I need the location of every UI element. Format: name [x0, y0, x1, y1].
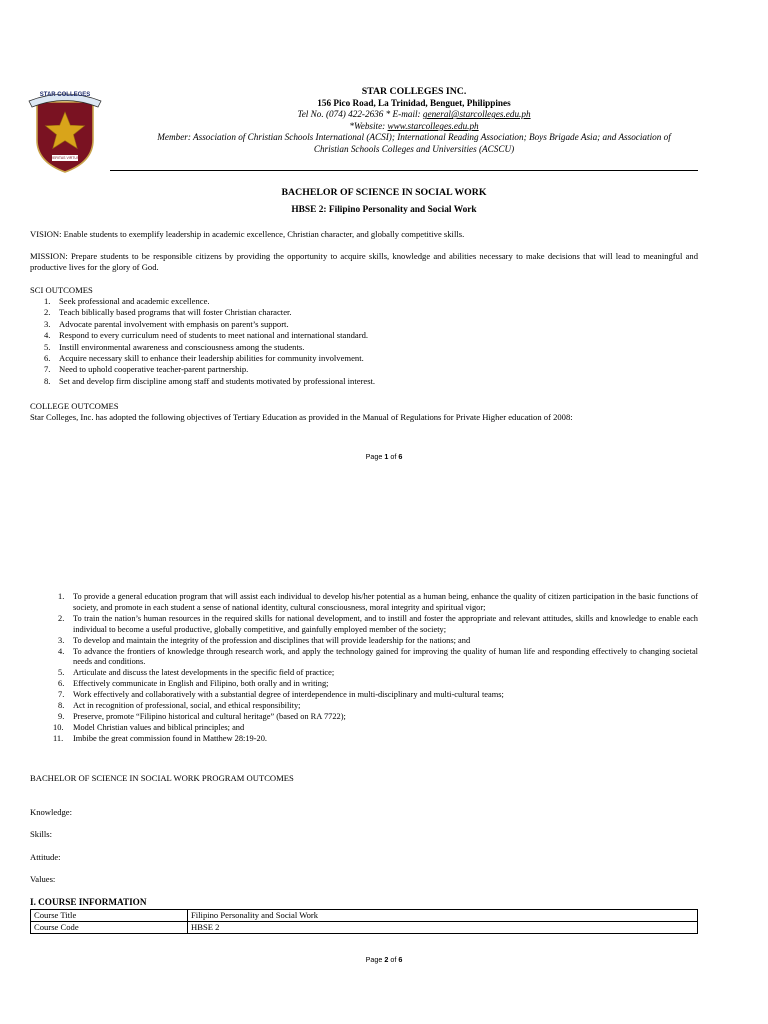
- item-number: 1.: [44, 296, 51, 306]
- website-prefix: *Website:: [349, 120, 388, 131]
- list-item: [30, 296, 375, 307]
- list-item: [30, 723, 698, 734]
- page-middle: of: [388, 955, 399, 964]
- page-prefix: Page: [365, 452, 385, 461]
- mission-statement: MISSION: Prepare students to be responsible citizens by providing the opportunity to acquire skills, knowledge and abilities necessary to make decisions that will lead to meaningful and productive lives for the glory of God.: [30, 251, 698, 273]
- item-number: 8.: [44, 375, 51, 386]
- college-outcomes-intro: Star Colleges, Inc. has adopted the following objectives of Tertiary Education as provided in the Manual of Regulations for Private Higher education of 2008:: [30, 412, 573, 422]
- list-item: [30, 734, 698, 745]
- list-item: [30, 376, 375, 387]
- list-item: [30, 592, 698, 614]
- item-number: 11.: [53, 733, 64, 743]
- vision-statement: VISION: Enable students to exemplify leadership in academic excellence, Christian character, and globally competitive skills.: [30, 229, 465, 239]
- skills-label: Skills:: [30, 829, 52, 839]
- item-number: 6.: [44, 353, 51, 364]
- tertiary-objectives-list: [30, 592, 698, 745]
- item-number: 2.: [44, 307, 51, 318]
- item-text: Preserve, promote “Filipino historical and cultural heritage” (based on RA 7722);: [73, 711, 346, 721]
- page-prefix: Page: [365, 955, 385, 964]
- item-number: 3.: [58, 635, 65, 645]
- page-middle: of: [388, 452, 399, 461]
- item-text: Imbibe the great commission found in Matthew 28:19-20.: [73, 733, 267, 743]
- org-name: STAR COLLEGES INC.: [361, 86, 467, 97]
- sci-outcomes-list: [30, 296, 375, 387]
- list-item: [30, 330, 375, 341]
- page-current: 1: [384, 452, 389, 461]
- values-label: Values:: [30, 874, 56, 884]
- list-item: [30, 679, 698, 690]
- item-text: To provide a general education program that will assist each individual to develop his/her potential as a human being, enhance the quality of citizen participation in the basic functions of society, and promote in each student a sense of national identity, cultural consciousness, moral integrity and spiritual vigor;: [73, 592, 698, 612]
- list-item: [30, 636, 698, 647]
- tel-text: Tel No. (074) 422-2636 * E-mail:: [297, 109, 423, 120]
- list-item: [30, 319, 375, 330]
- item-text: Work effectively and collaboratively with a substantial degree of interdependence in multi-disciplinary and multi-cultural teams;: [73, 690, 504, 700]
- college-outcomes-heading: COLLEGE OUTCOMES: [30, 401, 119, 411]
- list-item: [30, 307, 375, 318]
- program-outcomes-heading: BACHELOR OF SCIENCE IN SOCIAL WORK PROGRAM OUTCOMES: [30, 773, 294, 783]
- membership-line-2: Christian Schools Colleges and Universities (ACSCU): [313, 143, 515, 154]
- item-number: 5.: [58, 668, 65, 678]
- list-item: [30, 647, 698, 669]
- table-row: [31, 922, 698, 934]
- program-title: BACHELOR OF SCIENCE IN SOCIAL WORK: [281, 187, 487, 198]
- course-info-table: [30, 909, 698, 934]
- item-text: Articulate and discuss the latest developments in the specific field of practice;: [73, 668, 335, 678]
- list-item: [30, 668, 698, 679]
- list-item: [30, 353, 375, 364]
- item-text: Instill environmental awareness and consciousness among the students.: [59, 341, 305, 352]
- list-item: [30, 690, 698, 701]
- list-item: [30, 712, 698, 723]
- item-text: Seek professional and academic excellence.: [59, 296, 210, 306]
- logo-motto: VERITAS VIRTUS: [50, 156, 80, 160]
- list-item: [30, 364, 375, 375]
- attitude-label: Attitude:: [30, 852, 61, 862]
- sci-outcomes-heading: SCI OUTCOMES: [30, 285, 93, 295]
- website-line: [110, 121, 718, 133]
- header-divider: [110, 170, 698, 171]
- item-text: Respond to every curriculum need of students to meet national and international standard.: [59, 330, 369, 341]
- knowledge-label: Knowledge:: [30, 807, 73, 817]
- item-number: 10.: [53, 722, 64, 732]
- course-title-label: Course Title: [31, 910, 188, 922]
- item-text: To train the nation’s human resources in the required skills for national development, and to instill and foster the appropriate and relevant attitudes, skills and knowledge to enable each individual to become a useful productive, globally competitive, and gainfully employed member of the society;: [73, 613, 698, 634]
- course-info-heading: I. COURSE INFORMATION: [30, 897, 147, 907]
- website-link[interactable]: www.starcolleges.edu.ph: [387, 120, 479, 131]
- logo-banner-text: STAR COLLEGES: [39, 92, 91, 98]
- item-text: Act in recognition of professional, social, and ethical responsibility;: [73, 701, 301, 711]
- item-text: Teach biblically based programs that will foster Christian character.: [59, 307, 292, 318]
- item-text: Need to uphold cooperative teacher-parent partnership.: [59, 364, 249, 375]
- email-link[interactable]: general@starcolleges.edu.ph: [422, 109, 531, 120]
- list-item: [30, 342, 375, 353]
- item-text: Model Christian values and biblical principles; and: [73, 722, 245, 732]
- item-number: 3.: [44, 318, 51, 329]
- course-code-value: HBSE 2: [188, 922, 698, 934]
- item-number: 9.: [58, 711, 65, 721]
- item-number: 7.: [58, 690, 65, 700]
- table-row: [31, 910, 698, 922]
- list-item: [30, 614, 698, 636]
- item-text: To develop and maintain the integrity of the profession and disciplines that will provide leadership for the nations; and: [73, 635, 471, 645]
- item-number: 8.: [58, 701, 65, 711]
- course-title-heading: HBSE 2: Filipino Personality and Social Work: [291, 205, 477, 215]
- item-number: 2.: [58, 613, 65, 623]
- item-number: 5.: [44, 341, 51, 352]
- item-number: 7.: [44, 364, 51, 375]
- membership-line-1: Member: Association of Christian Schools International (ACSI); International Reading Association; Boys Brigade Asia; and Association of: [157, 132, 671, 143]
- page-number-2: [0, 955, 768, 964]
- contact-line: [110, 109, 718, 121]
- page-total: 6: [398, 955, 403, 964]
- page-current: 2: [384, 955, 389, 964]
- item-number: 4.: [58, 646, 65, 656]
- page-total: 6: [398, 452, 403, 461]
- item-text: Effectively communicate in English and Filipino, both orally and in writing;: [73, 679, 329, 689]
- course-title-value: Filipino Personality and Social Work: [188, 910, 698, 922]
- item-text: To advance the frontiers of knowledge through research work, and apply the technology gained for improving the quality of human life and responding effectively to changing societal needs and conditions.: [73, 646, 698, 667]
- org-address: 156 Pico Road, La Trinidad, Benguet, Philippines: [317, 97, 511, 108]
- item-number: 6.: [58, 679, 65, 689]
- page-number-1: [0, 452, 768, 461]
- organization-header: [110, 86, 718, 156]
- school-logo: [28, 88, 102, 174]
- item-number: 4.: [44, 330, 51, 341]
- item-text: Advocate parental involvement with emphasis on parent’s support.: [59, 318, 289, 329]
- list-item: [30, 701, 698, 712]
- item-text: Set and develop firm discipline among staff and students motivated by professional interest.: [59, 375, 376, 386]
- course-code-label: Course Code: [31, 922, 188, 934]
- item-text: Acquire necessary skill to enhance their leadership abilities for community involvement.: [59, 353, 364, 364]
- item-number: 1.: [58, 592, 65, 601]
